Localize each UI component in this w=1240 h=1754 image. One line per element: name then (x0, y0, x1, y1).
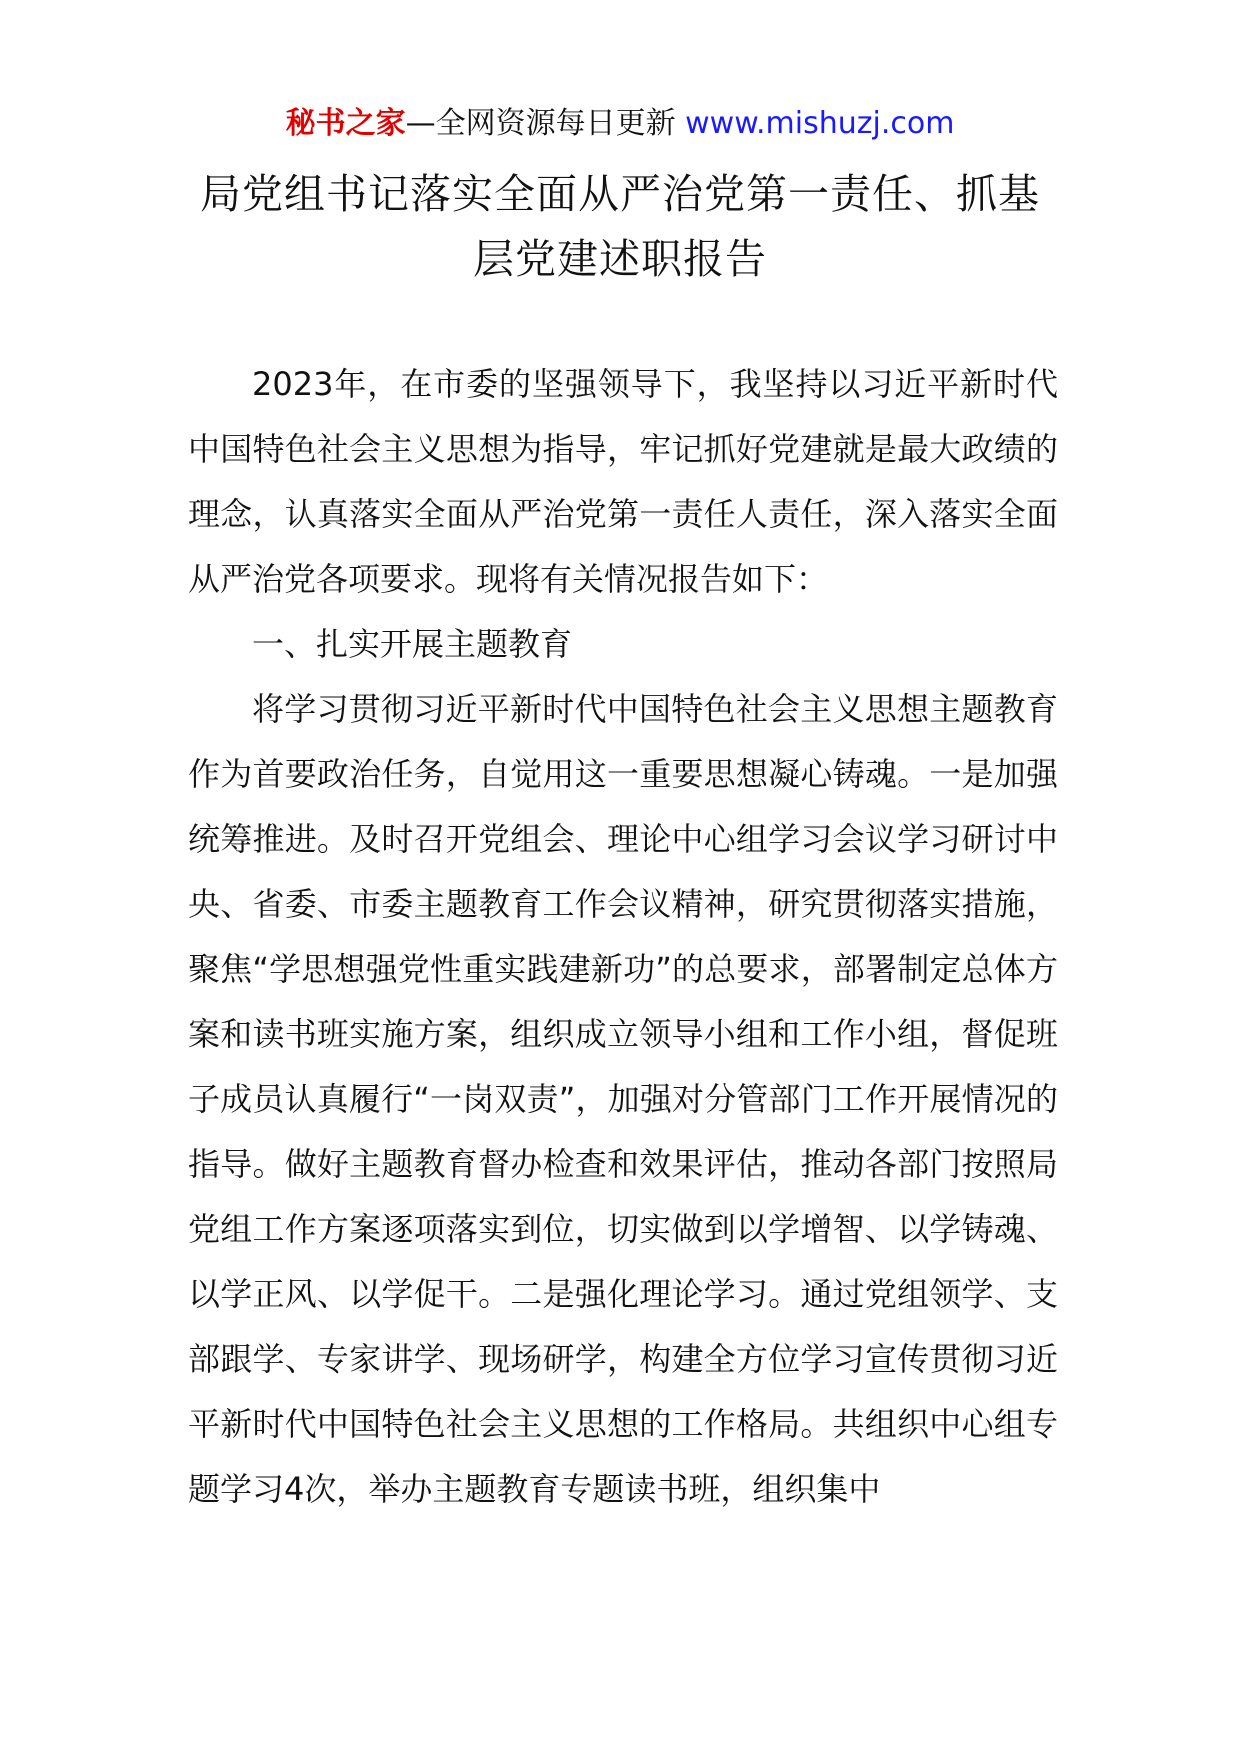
document-body (188, 352, 1058, 1522)
paragraph-intro: 2023年，在市委的坚强领导下，我坚持以习近平新时代中国特色社会主义思想为指导，牢记抓好党建就是最大政绩的理念，认真落实全面从严治党第一责任人责任，深入落实全面从严治党各项要求。现将有关情况报告如下： (188, 365, 1058, 598)
title-line-2: 层党建述职报告 (473, 235, 767, 283)
site-header (0, 104, 1240, 144)
paragraph-section-1: 将学习贯彻习近平新时代中国特色社会主义思想主题教育作为首要政治任务，自觉用这一重要思想凝心铸魂。一是加强统筹推进。及时召开党组会、理论中心组学习会议学习研讨中央、省委、市委主题教育工作会议精神，研究贯彻落实措施，聚焦“学思想强党性重实践建新功”的总要求，部署制定总体方案和读书班实施方案，组织成立领导小组和工作小组，督促班子成员认真履行“一岗双责”，加强对分管部门工作开展情况的指导。做好主题教育督办检查和效果评估，推动各部门按照局党组工作方案逐项落实到位，切实做到以学增智、以学铸魂、以学正风、以学促干。二是强化理论学习。通过党组领学、支部跟学、专家讲学、现场研学，构建全方位学习宣传贯彻习近平新时代中国特色社会主义思想的工作格局。共组织中心组专题学习4次，举办主题教育专题读书班，组织集中 (188, 690, 1058, 1508)
document-title (140, 162, 1100, 292)
section-heading-1: 一、扎实开展主题教育 (252, 625, 573, 663)
header-url-link[interactable]: www.mishuzj.com (685, 106, 955, 141)
header-brand: 秘书之家 (285, 106, 406, 141)
title-line-1: 局党组书记落实全面从严治党第一责任、抓基 (200, 170, 1040, 218)
header-slogan: —全网资源每日更新 (405, 106, 686, 141)
